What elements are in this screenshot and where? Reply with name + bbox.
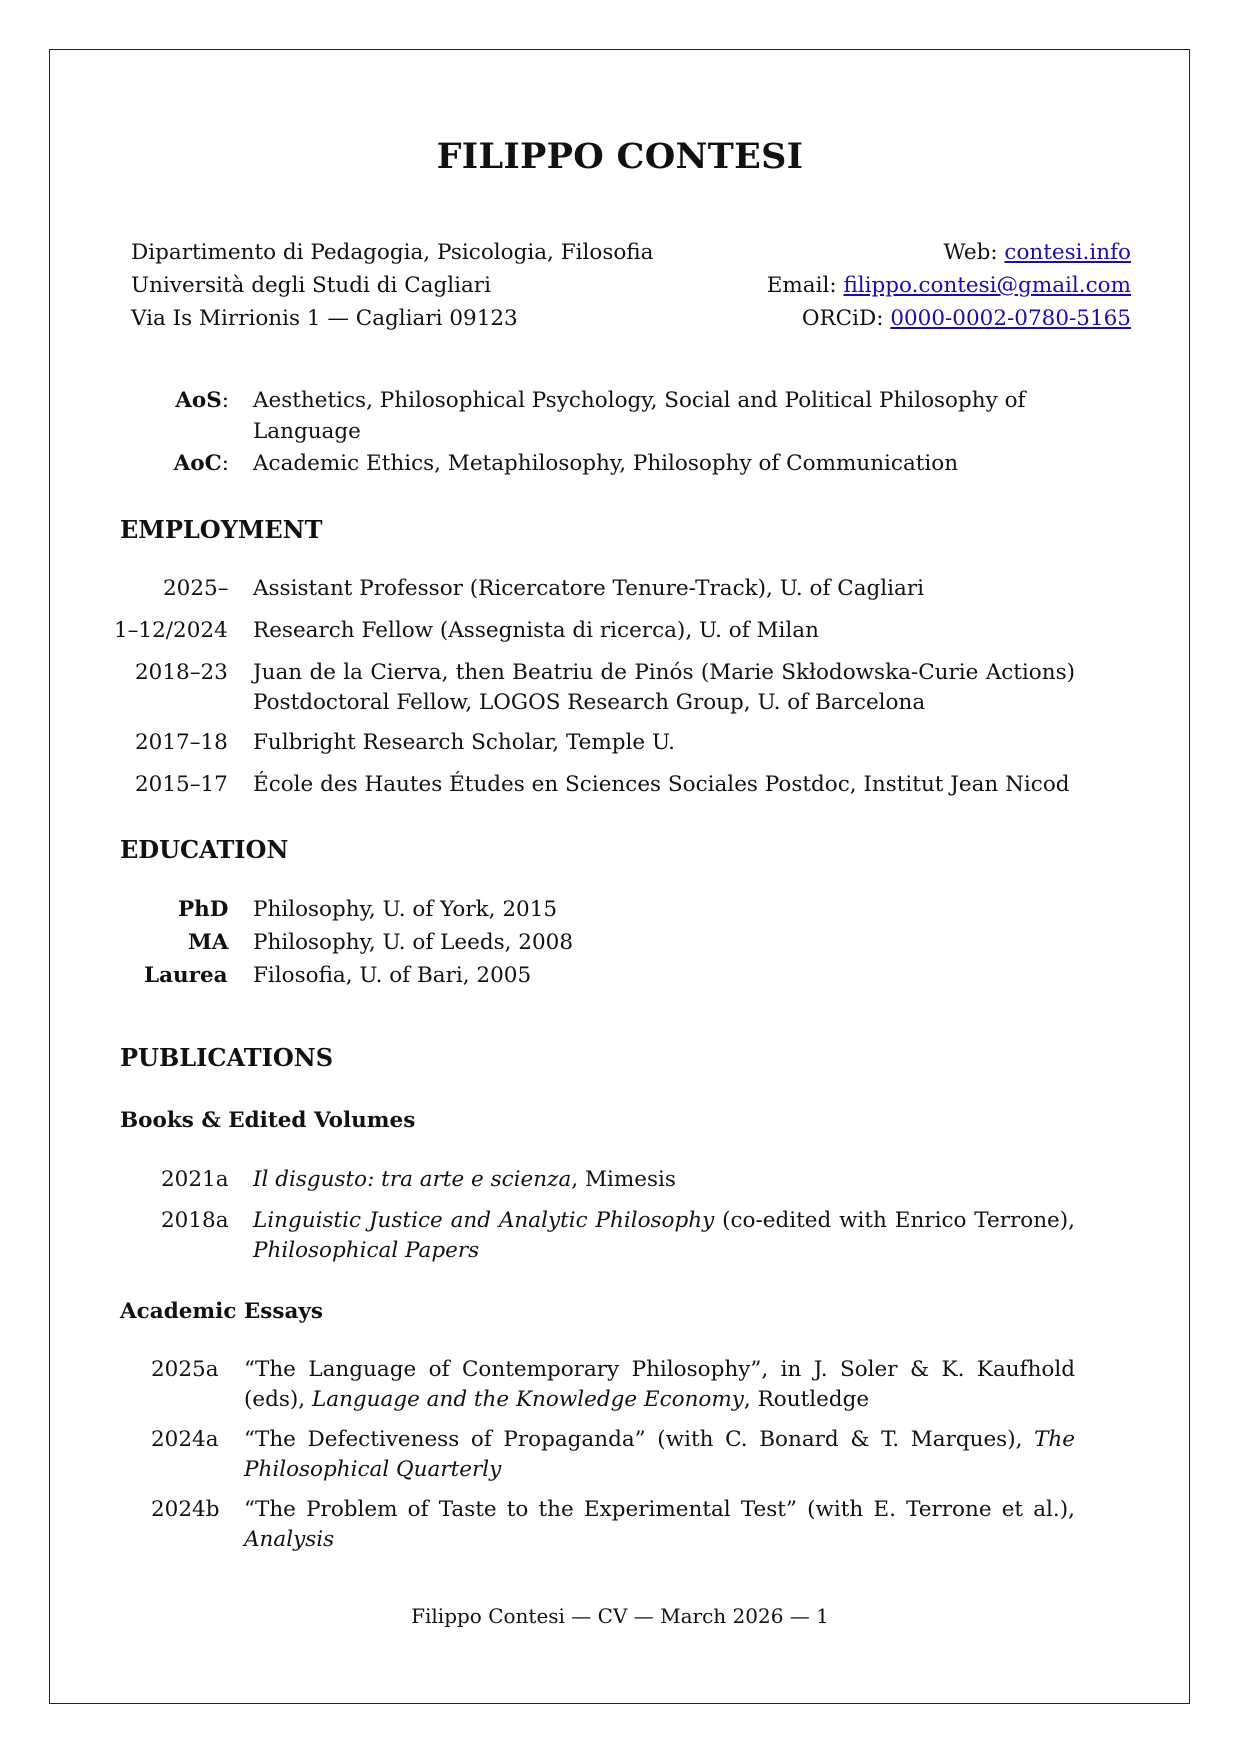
aoc-text: Academic Ethics, Metaphilosophy, Philosophy of Communication	[253, 451, 959, 476]
essay-citation	[244, 1495, 1075, 1555]
book-citation	[253, 1206, 1075, 1266]
education-degree: Laurea	[144, 963, 228, 988]
book-rest: , Mimesis	[571, 1167, 676, 1192]
web-link[interactable]: contesi.info	[1004, 240, 1131, 265]
publications-heading: PUBLICATIONS	[120, 1043, 334, 1072]
employment-date: 1–12/2024	[114, 618, 228, 643]
email-link[interactable]: filippo.contesi@gmail.com	[843, 273, 1131, 298]
address-line: Dipartimento di Pedagogia, Psicologia, Filosofia	[131, 240, 654, 265]
essay-citation	[244, 1355, 1075, 1415]
employment-date: 2018–23	[135, 660, 228, 685]
education-text: Filosofia, U. of Bari, 2005	[253, 963, 532, 988]
essay-venue: Analysis	[244, 1527, 335, 1552]
aos-text: Aesthetics, Philosophical Psychology, Social and Political Philosophy of Language	[253, 388, 1026, 444]
essays-heading: Academic Essays	[120, 1299, 324, 1324]
page-footer: Filippo Contesi — CV — March 2026 — 1	[411, 1604, 829, 1628]
essay-date: 2024b	[151, 1497, 220, 1522]
essay-date: 2024a	[151, 1427, 219, 1452]
contact-links	[767, 236, 1131, 335]
web-row	[767, 236, 1131, 269]
employment-date: 2025–	[163, 576, 229, 601]
essay-title: “The Problem of Taste to the Experimental Test” (with E. Terrone et al.),	[244, 1497, 1075, 1522]
education-text: Philosophy, U. of York, 2015	[253, 897, 558, 922]
contact-address	[131, 236, 653, 335]
essay-venue: Language and the Knowledge Economy	[311, 1387, 744, 1412]
orcid-link[interactable]: 0000-0002-0780-5165	[890, 306, 1131, 331]
essay-title: “The Language of Contemporary Philosophy”, in J. Soler & K. Kaufhold (eds),	[244, 1357, 1075, 1412]
aoc-label: AoC	[173, 451, 222, 476]
aos-colon: :	[221, 388, 229, 413]
email-label: Email:	[766, 273, 837, 298]
essay-post: , Routledge	[743, 1387, 870, 1412]
email-row	[767, 269, 1131, 302]
aos-label-wrap	[120, 385, 229, 416]
essay-title: “The Defectiveness of Propaganda” (with C. Bonard & T. Marques),	[244, 1427, 1035, 1452]
address-line: Università degli Studi di Cagliari	[131, 273, 491, 298]
book-venue: Philosophical Papers	[253, 1238, 480, 1263]
book-rest: (co-edited with Enrico Terrone),	[714, 1208, 1075, 1233]
orcid-label: ORCiD:	[801, 306, 884, 331]
book-title: Il disgusto: tra arte e scienza	[253, 1167, 572, 1192]
education-degree: MA	[188, 930, 229, 955]
employment-text: Juan de la Cierva, then Beatriu de Pinós (Marie Skłodowska-Curie Actions) Postdoctoral Fellow, LOGOS Research Group, U. of Barcelona	[253, 660, 1075, 715]
employment-date: 2015–17	[135, 772, 228, 797]
essay-venue: The Philosophical Quarterly	[244, 1427, 1075, 1482]
aoc-label-wrap	[120, 448, 229, 479]
aos-label: AoS	[175, 388, 222, 413]
education-degree: PhD	[178, 897, 229, 922]
education-text: Philosophy, U. of Leeds, 2008	[253, 930, 574, 955]
employment-text: Fulbright Research Scholar, Temple U.	[253, 730, 675, 755]
education-heading: EDUCATION	[120, 835, 289, 864]
orcid-row	[767, 302, 1131, 335]
employment-text: Research Fellow (Assegnista di ricerca), U. of Milan	[253, 618, 819, 643]
employment-text: Assistant Professor (Ricercatore Tenure-Track), U. of Cagliari	[253, 576, 925, 601]
employment-heading: EMPLOYMENT	[120, 515, 323, 544]
web-label: Web:	[943, 240, 998, 265]
books-heading: Books & Edited Volumes	[120, 1108, 416, 1133]
employment-date: 2017–18	[135, 730, 228, 755]
book-date: 2018a	[161, 1208, 229, 1233]
essay-date: 2025a	[151, 1357, 219, 1382]
cv-name: FILIPPO CONTESI	[436, 136, 804, 177]
employment-text: École des Hautes Études en Sciences Sociales Postdoc, Institut Jean Nicod	[253, 772, 1070, 797]
aoc-colon: :	[221, 451, 229, 476]
book-date: 2021a	[161, 1167, 229, 1192]
book-title: Linguistic Justice and Analytic Philosophy	[253, 1208, 715, 1233]
book-citation	[253, 1165, 676, 1195]
essay-citation	[244, 1425, 1075, 1485]
address-line: Via Is Mirrionis 1 — Cagliari 09123	[131, 306, 518, 331]
